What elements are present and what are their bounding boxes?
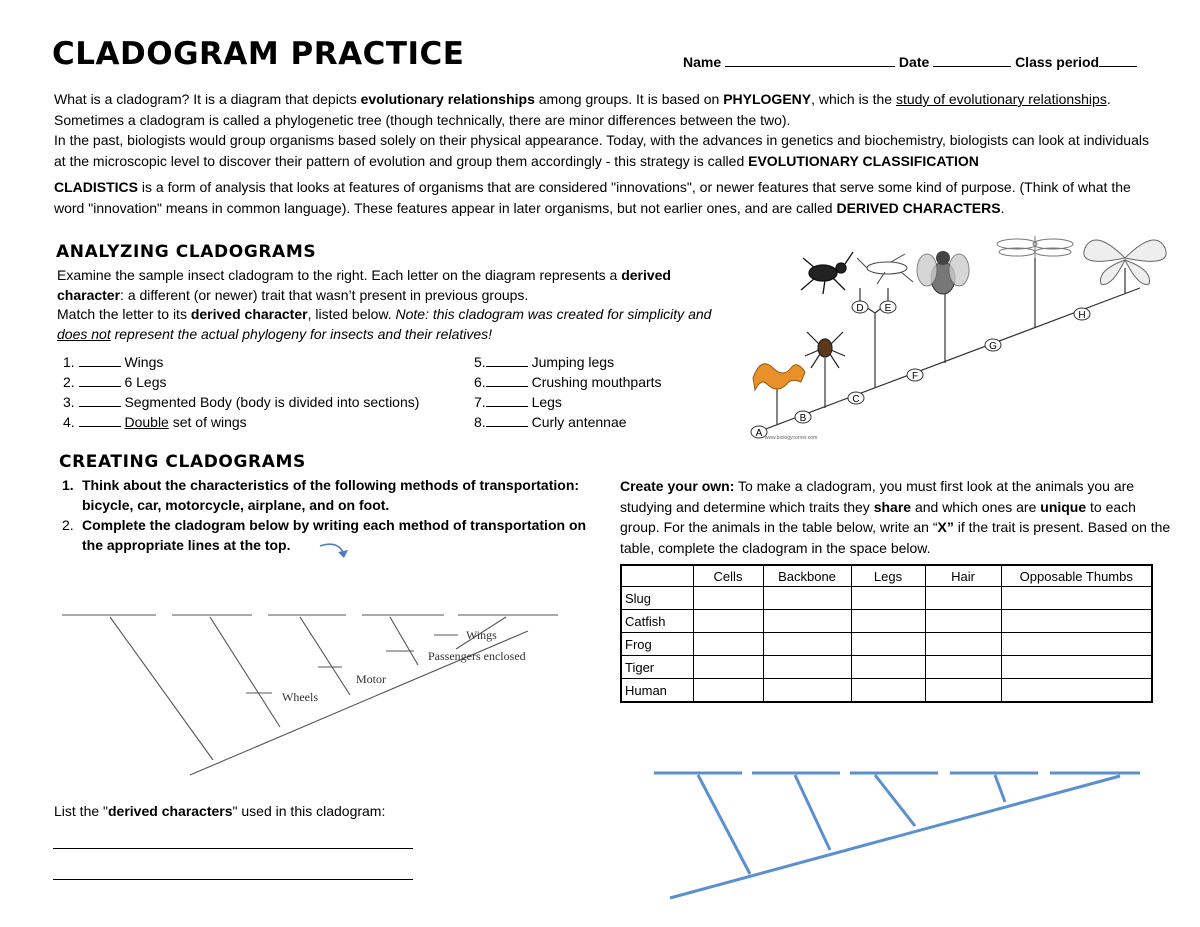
wings-label: Wings xyxy=(466,628,497,642)
create-your-own-instructions: Create your own: To make a cladogram, you must first look at the animals you are studying and determine which traits they share and which ones are unique to each group. For the animals in the table below, write an “X” if the trait is present. Based on the table, complete the cladogram in the space below. xyxy=(620,478,1171,556)
diagram-letter-h: H xyxy=(1078,310,1086,321)
match-item-3: 3. Segmented Body (body is divided into sections) xyxy=(63,394,420,410)
arrow-icon xyxy=(318,540,352,560)
creating-step-1: 1. Think about the characteristics of the following methods of transportation: bicycle, car, motorcycle, airplane, and on foot. xyxy=(62,477,580,513)
diagram-letter-f: F xyxy=(911,371,919,382)
name-label: Name xyxy=(683,54,722,70)
creating-heading: CREATING CLADOGRAMS xyxy=(59,452,306,472)
dragonfly-icon xyxy=(997,236,1073,258)
table-row xyxy=(621,679,1152,703)
derived-characters-line-2[interactable] xyxy=(53,879,413,880)
answer-blank[interactable] xyxy=(79,394,121,407)
column-header-cells: Cells xyxy=(693,565,763,587)
diagram-letter-d: D xyxy=(856,303,864,314)
traits-table xyxy=(620,564,1153,703)
grasshopper-icon xyxy=(857,254,913,284)
student-info-fields xyxy=(683,54,1137,70)
beetle-icon xyxy=(801,252,853,294)
row-label-human: Human xyxy=(621,679,693,703)
intro-paragraph-3: CLADISTICS is a form of analysis that looks at features of organisms that are considered "innovations", or newer features that serve some kind of purpose. (Think of what the word "innovation" means in common language). These features appear in later organisms, but not earlier ones, and are called DERIVED CHARACTERS. xyxy=(54,179,1131,216)
wheels-label: Wheels xyxy=(282,690,318,704)
analyzing-instructions: Examine the sample insect cladogram to the right. Each letter on the diagram represents a derived character: a different (or newer) trait that wasn’t present in previous groups. Match the letter to its derived character, listed below. Note: this cladogram was created for simplicity and does not represent the actual phylogeny for insects and their relatives! xyxy=(57,267,712,342)
answer-blank[interactable] xyxy=(79,354,121,367)
row-label-tiger: Tiger xyxy=(621,656,693,679)
insect-cladogram xyxy=(745,228,1175,443)
table-row xyxy=(621,610,1152,633)
answer-blank[interactable] xyxy=(486,354,528,367)
transportation-cladogram xyxy=(58,605,578,785)
blank-animal-cladogram xyxy=(650,762,1150,902)
match-item-4: 4. Double set of wings xyxy=(63,414,247,430)
answer-blank[interactable] xyxy=(486,414,528,427)
match-item-5: 5. Jumping legs xyxy=(474,354,615,370)
table-row xyxy=(621,633,1152,656)
fly-icon xyxy=(917,251,969,294)
diagram-letter-c: C xyxy=(852,394,860,405)
analyzing-heading: ANALYZING CLADOGRAMS xyxy=(56,242,317,262)
date-field[interactable] xyxy=(933,54,1011,67)
diagram-letter-g: G xyxy=(989,341,997,352)
name-field[interactable] xyxy=(725,54,895,67)
table-header-row xyxy=(621,565,1152,587)
row-label-slug: Slug xyxy=(621,587,693,610)
derived-characters-line-1[interactable] xyxy=(53,848,413,849)
class-period-field[interactable] xyxy=(1099,54,1137,67)
match-item-7: 7. Legs xyxy=(474,394,562,410)
row-label-catfish: Catfish xyxy=(621,610,693,633)
motor-label: Motor xyxy=(356,672,386,686)
answer-blank[interactable] xyxy=(486,374,528,387)
class-period-label: Class period xyxy=(1015,54,1100,70)
table-row xyxy=(621,656,1152,679)
diagram-letter-b: B xyxy=(799,413,807,424)
diagram-letter-e: E xyxy=(884,303,892,314)
match-item-1: 1. Wings xyxy=(63,354,164,370)
caterpillar-icon xyxy=(753,364,805,390)
date-label: Date xyxy=(898,54,930,70)
diagram-credit: www.biologycorner.com xyxy=(764,435,818,441)
match-item-6: 6. Crushing mouthparts xyxy=(474,374,662,390)
match-item-2: 2. 6 Legs xyxy=(63,374,167,390)
answer-blank[interactable] xyxy=(486,394,528,407)
page-title: CLADOGRAM PRACTICE xyxy=(52,36,465,72)
intro-paragraph-1: What is a cladogram? It is a diagram that depicts evolutionary relationships among groups. It is based on PHYLOGENY, which is the study of evolutionary relationships. Sometimes a cladogram is called a phylogenetic tree (though technically, there are minor differences between the two). xyxy=(54,91,1111,128)
table-row xyxy=(621,587,1152,610)
creating-step-2: 2. Complete the cladogram below by writing each method of transportation on the appropriate lines at the top. xyxy=(62,517,587,553)
answer-blank[interactable] xyxy=(79,374,121,387)
column-header-hair: Hair xyxy=(925,565,1001,587)
intro-paragraph-2: In the past, biologists would group organisms based solely on their physical appearance. Today, with the advances in genetics and biochemistry, biologists can look at individuals at the microscopic level to discover their pattern of evolution and group them accordingly - this strategy is called EVOLUTIONARY CLASSIFICATION xyxy=(54,132,1149,169)
diagram-letter-a: A xyxy=(755,428,763,439)
passengers-enclosed-label: Passengers enclosed xyxy=(428,649,526,663)
column-header-legs: Legs xyxy=(851,565,925,587)
derived-characters-prompt: List the "derived characters" used in this cladogram: xyxy=(54,803,386,819)
answer-blank[interactable] xyxy=(79,414,121,427)
column-header-opposable-thumbs: Opposable Thumbs xyxy=(1001,565,1152,587)
row-label-frog: Frog xyxy=(621,633,693,656)
column-header-backbone: Backbone xyxy=(763,565,851,587)
match-item-8: 8. Curly antennae xyxy=(474,414,627,430)
